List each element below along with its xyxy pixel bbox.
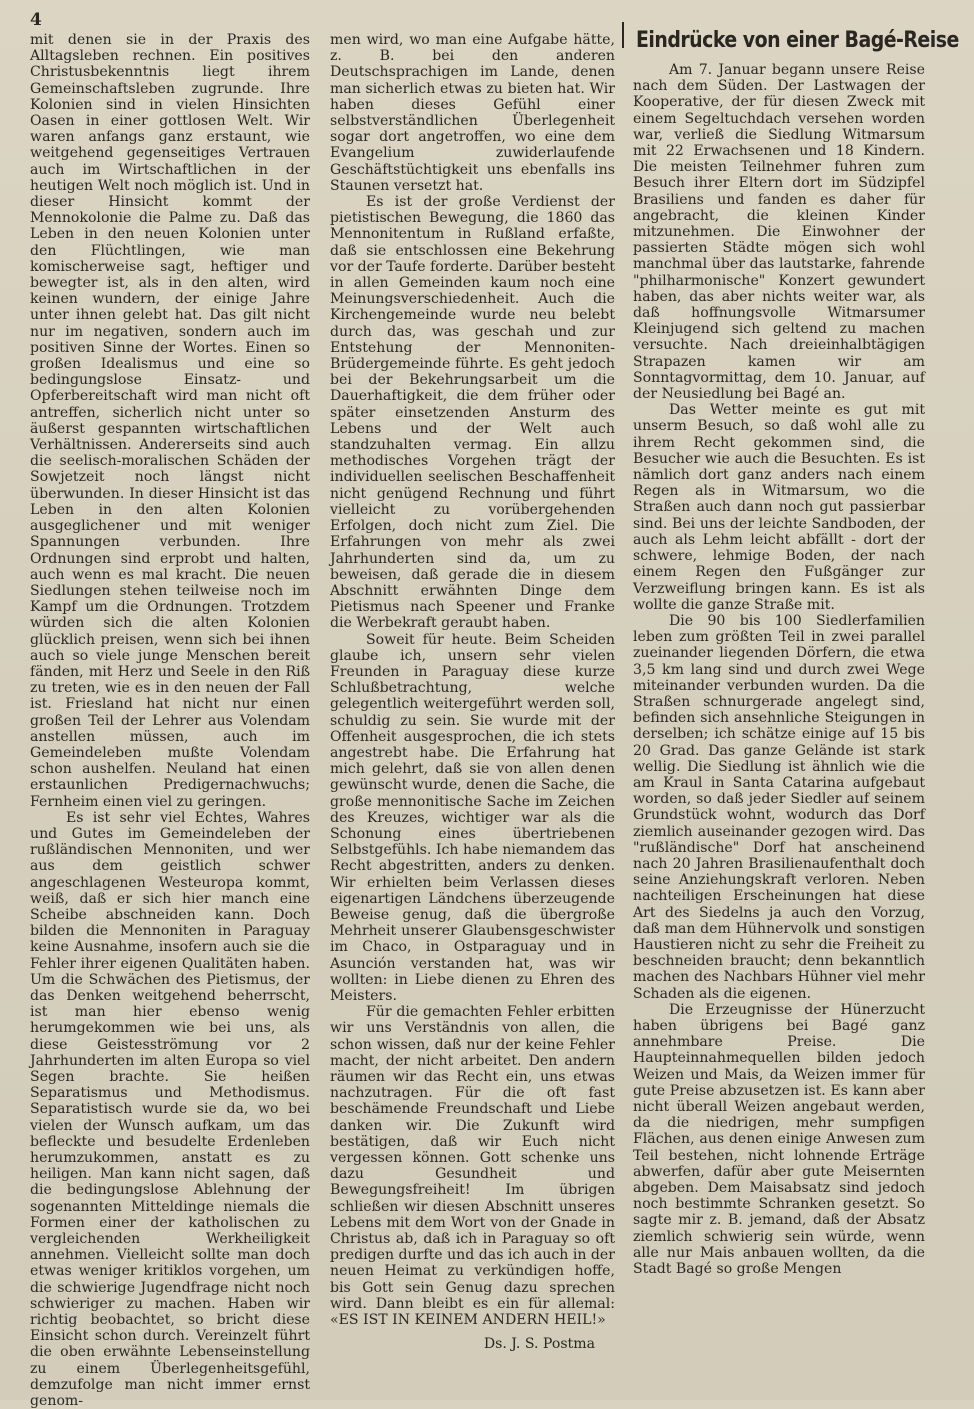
paragraph: Es ist sehr viel Echtes, Wahres und Gutes im Gemeindeleben der rußländischen Mennoniten, und wer aus dem geistlich schwer angeschlagenen Westeuropa kommt, weiß, daß er sich hier manch eine Scheibe abschneiden kann. Doch bilden die Mennoniten in Paraguay keine Ausnahme, insofern auch sie die Fehler ihrer eigenen Qualitäten haben. Um die Schwächen des Pietismus, der das Denken weitgehend beherrscht, ist man hier ebenso wenig herumgekommen wie bei uns, als diese Geistesströmung vor 2 Jahrhunderten im alten Europa so viel Segen brachte. Sie heißen Separatismus und Methodismus. Separatistisch wurde sie da, wo bei vielen der Wunsch aufkam, um das befleckte und besudelte Erdenleben herumzukommen, anstatt es zu heiligen. Man kann nicht sagen, daß die bedingungslose Ablehnung der sogenannten Mitteldinge niemals die Formen einer der katholischen zu vergleichenden Werkheiligkeit annehmen. Vielleicht sollte man doch etwas weniger kritiklos vorgehen, um die schwierige Jugendfrage nicht noch schwieriger zu machen. Haben wir richtig beobachtet, so bricht diese Einsicht schon durch. Vereinzelt führt die oben erwähnte Lebenseinstellung zu einem Überlegenheitsgefühl, demzufolge man nicht immer ernst genom- <box>30 809 310 1409</box>
article-headline: Eindrücke von einer Bagé-Reise <box>636 28 959 53</box>
column-3 <box>633 62 925 1380</box>
paragraph: Soweit für heute. Beim Scheiden glaube ich, unsern sehr vielen Freunden in Paraguay diese kurze Schlußbetrachtung, welche gelegentlich weitergeführt werden soll, schuldig zu sein. Sie wurde mit der Offenheit ausgesprochen, die ich stets angestrebt habe. Die Erfahrung hat mich gelehrt, daß sie von allen denen gewünscht wurde, denen die Sache, die große mennonitische Sache im Zeichen des Kreuzes, wichtiger war als die Schonung eines übertriebenen Selbstgefühls. Ich habe niemandem das Recht abgestritten, anders zu denken. Wir erhielten beim Verlassen dieses eigenartigen Ländchens überzeugende Beweise genug, daß die übergroße Mehrheit unserer Glaubensgeschwister im Chaco, in Ostparaguay und in Asunción verstanden hat, was wir wollten: in Liebe dienen zu Ehren des Meisters. <box>330 631 616 1004</box>
paragraph: Die Erzeugnisse der Hünerzucht haben übrigens bei Bagé ganz annehmbare Preise. Die Haupteinnahmequellen bilden jedoch Weizen und Mais, da Weizen immer für gute Preise abzusetzen ist. Es kann aber nicht überall Weizen angebaut werden, da die niedrigen, mehr sumpfigen Flächen, aus denen einige Anwesen zum Teil bestehen, nicht lohnende Erträge abwerfen, dafür aber gute Meisernten abgeben. Dem Maisabsatz sind jedoch noch bestimmte Schranken gesetzt. So sagte mir z. B. jemand, daß der Absatz ziemlich schwierig sein würde, wenn alle nur Mais anbauen wollten, da die Stadt Bagé so große Mengen <box>633 1001 925 1278</box>
page-number: 4 <box>30 10 42 30</box>
paragraph: mit denen sie in der Praxis des Alltagsleben rechnen. Ein positives Christusbekenntnis liegt ihrem Gemeinschaftsleben zugrunde. Ihre Kolonien sind in vielen Hinsichten Oasen in einer gottlosen Welt. Wir waren anfangs ganz erstaunt, wie weitgehend gegenseitiges Vertrauen auch im Wirtschaftlichen in der heutigen Welt noch möglich ist. Und in dieser Hinsicht kommt der Mennokolonie die Palme zu. Daß das Leben in den neuen Kolonien unter den Flüchtlingen, wie man komischerweise sagt, heftiger und bewegter ist, als in den alten, wird keinen wundern, der einige Jahre unter ihnen gelebt hat. Das gilt nicht nur im negativen, sondern auch im positiven Sinne der Wortes. Einen so großen Idealismus und eine so bedingungslose Einsatz- und Opferbereitschaft wird man nicht oft antreffen, sicherlich nicht unter so äußerst gespannten wirtschaftlichen Verhältnissen. Andererseits sind auch die seelisch-moralischen Schäden der Sowjetzeit noch längst nicht überwunden. In dieser Hinsicht ist das Leben in den alten Kolonien ausgeglichener und mit weniger Spannungen verbunden. Ihre Ordnungen sind erprobt und halten, auch wenn es mal kracht. Die neuen Siedlungen stehen teilweise noch im Kampf um die Ordnungen. Trotzdem würden sich die alten Kolonien glücklich preisen, wenn sich bei ihnen auch so viele junge Menschen bereit fänden, mit Herz und Seele in den Riß zu treten, wie es in den neuen der Fall ist. Friesland hat nicht nur einen großen Teil der Lehrer aus Volendam anstellen müssen, auch im Gemeindeleben mußte Volendam schon aushelfen. Neuland hat einen erstaunlichen Predigernachwuchs; Fernheim einen viel zu geringen. <box>30 32 310 810</box>
column-1 <box>30 32 310 1409</box>
author-signature: Ds. J. S. Postma <box>483 1336 595 1353</box>
paragraph: Für die gemachten Fehler erbitten wir uns Verständnis von allen, die schon wissen, daß nur der keine Fehler macht, der nicht arbeitet. Den andern räumen wir das Recht ein, uns etwas nachzutragen. Für die oft fast beschämende Freundschaft und Liebe danken wir. Die Zukunft wird bestätigen, daß wir Euch nicht vergessen können. Gott schenke uns dazu Gesundheit und Bewegungsfreiheit! Im übrigen schließen wir diesen Abschnitt unseres Lebens mit dem Wort von der Gnade in Christus ab, daß ich in Paraguay so oft predigen durfte und das ich auch in der neuen Heimat zu verkündigen hoffe, bis Gott sein Genug dazu sprechen wird. Dann bleibt es ein für allemal: «ES IST IN KEINEM ANDERN HEIL!» <box>330 1004 615 1329</box>
paragraph: Es ist der große Verdienst der pietistischen Bewegung, die 1860 das Mennonitentum in Rußland erfaßte, daß sie entschlossen eine Bekehrung vor der Taufe forderte. Darüber besteht in allen Gemeinden kaum noch eine Meinungsverschiedenheit. Auch die Kirchengemeinde wurde neu belebt durch das, was geschah und zur Entstehung der Mennoniten-Brüdergemeinde führte. Es geht jedoch bei der Bekehrungsarbeit um die Dauerhaftigkeit, die dem früher oder später einsetzenden Ansturm des Lebens und der Welt auch standzuhalten vermag. Ein allzu methodisches Vorgehen trägt der individuellen seelischen Beschaffenheit nicht genügend Rechnung und führt vielleicht zu vorübergehenden Erfolgen, doch nicht zum Ziel. Die Erfahrungen von mehr als zwei Jahrhunderten sind da, um zu beweisen, daß gerade die in diesem Abschnitt erwähnten Dinge dem Pietismus nach Speener und Franke die Werbekraft geraubt haben. <box>330 194 616 632</box>
paragraph: Am 7. Januar begann unsere Reise nach dem Süden. Der Lastwagen der Kooperative, der für diesen Zweck mit einem Segeltuchdach versehen worden war, verließ die Siedlung Witmarsum mit 22 Erwachsenen und 18 Kindern. Die meisten Teilnehmer fuhren zum Besuch ihrer Eltern dort im Südzipfel Brasiliens und fanden es daher für angebracht, die kleinen Kinder mitzunehmen. Die Einwohner der passierten Städte mögen sich wohl manchmal über das lautstarke, fahrende "philharmonische" Konzert gewundert haben, das aber nichts weiter war, als daß hoffnungsvolle Witmarsumer Kleinjugend sich geltend zu machen versuchte. Nach dreieinhalbtägigen Strapazen kamen wir am Sonntagvormittag, dem 10. Januar, auf der Neusiedlung bei Bagé an. <box>633 62 925 403</box>
column-2 <box>330 32 615 1377</box>
column-divider <box>622 22 624 48</box>
paragraph: Das Wetter meinte es gut mit unserm Besuch, so daß wohl alle zu ihrem Recht gekommen sind, die Besucher wie auch die Besuchten. Es ist nämlich dort ganz anders nach einem Regen als in Witmarsum, wo die Straßen auch dann noch gut passierbar sind. Bei uns der leichte Sandboden, der auch als Lehm leicht abfällt - dort der schwere, lehmige Boden, der nach einem Regen den Fußgänger zur Verzweiflung bringen kann. Es ist als wollte die ganze Straße mit. <box>633 402 925 613</box>
paragraph: men wird, wo man eine Aufgabe hätte, z. B. bei den anderen Deutschsprachigen im Lande, denen man sicherlich etwas zu bieten hat. Wir haben dieses Gefühl einer selbstverständlichen Überlegenheit sogar dort angetroffen, wo eine dem Evangelium zuwiderlaufende Geschäftstüchtigkeit uns ebenfalls ins Staunen versetzt hat. <box>330 32 615 194</box>
paragraph: Die 90 bis 100 Siedlerfamilien leben zum größten Teil in zwei parallel zueinander liegenden Dörfern, die etwa 3,5 km lang sind und durch zwei Wege miteinander verbunden wurden. Da die Straßen schnurgerade angelegt sind, befinden sich ansehnliche Steigungen in derselben; ich schätze einige auf 15 bis 20 Grad. Das ganze Gelände ist stark wellig. Die Siedlung ist ähnlich wie die am Kraul in Santa Catarina aufgebaut worden, so daß jeder Siedler auf seinem Grundstück wohnt, wodurch das Dorf ziemlich auseinander gezogen wird. Das "rußländische" Dorf hat anscheinend nach 20 Jahren Brasilienaufenthalt doch seine Anziehungskraft verloren. Neben nachteiligen Erscheinungen hat diese Art des Siedelns ja auch den Vorzug, daß man dem Hühnervolk und sonstigen Haustieren nicht zu sehr die Freiheit zu beschneiden braucht; denn bekanntlich machen des Nachbars Hühner viel mehr Schaden als die eigenen. <box>633 612 925 1002</box>
